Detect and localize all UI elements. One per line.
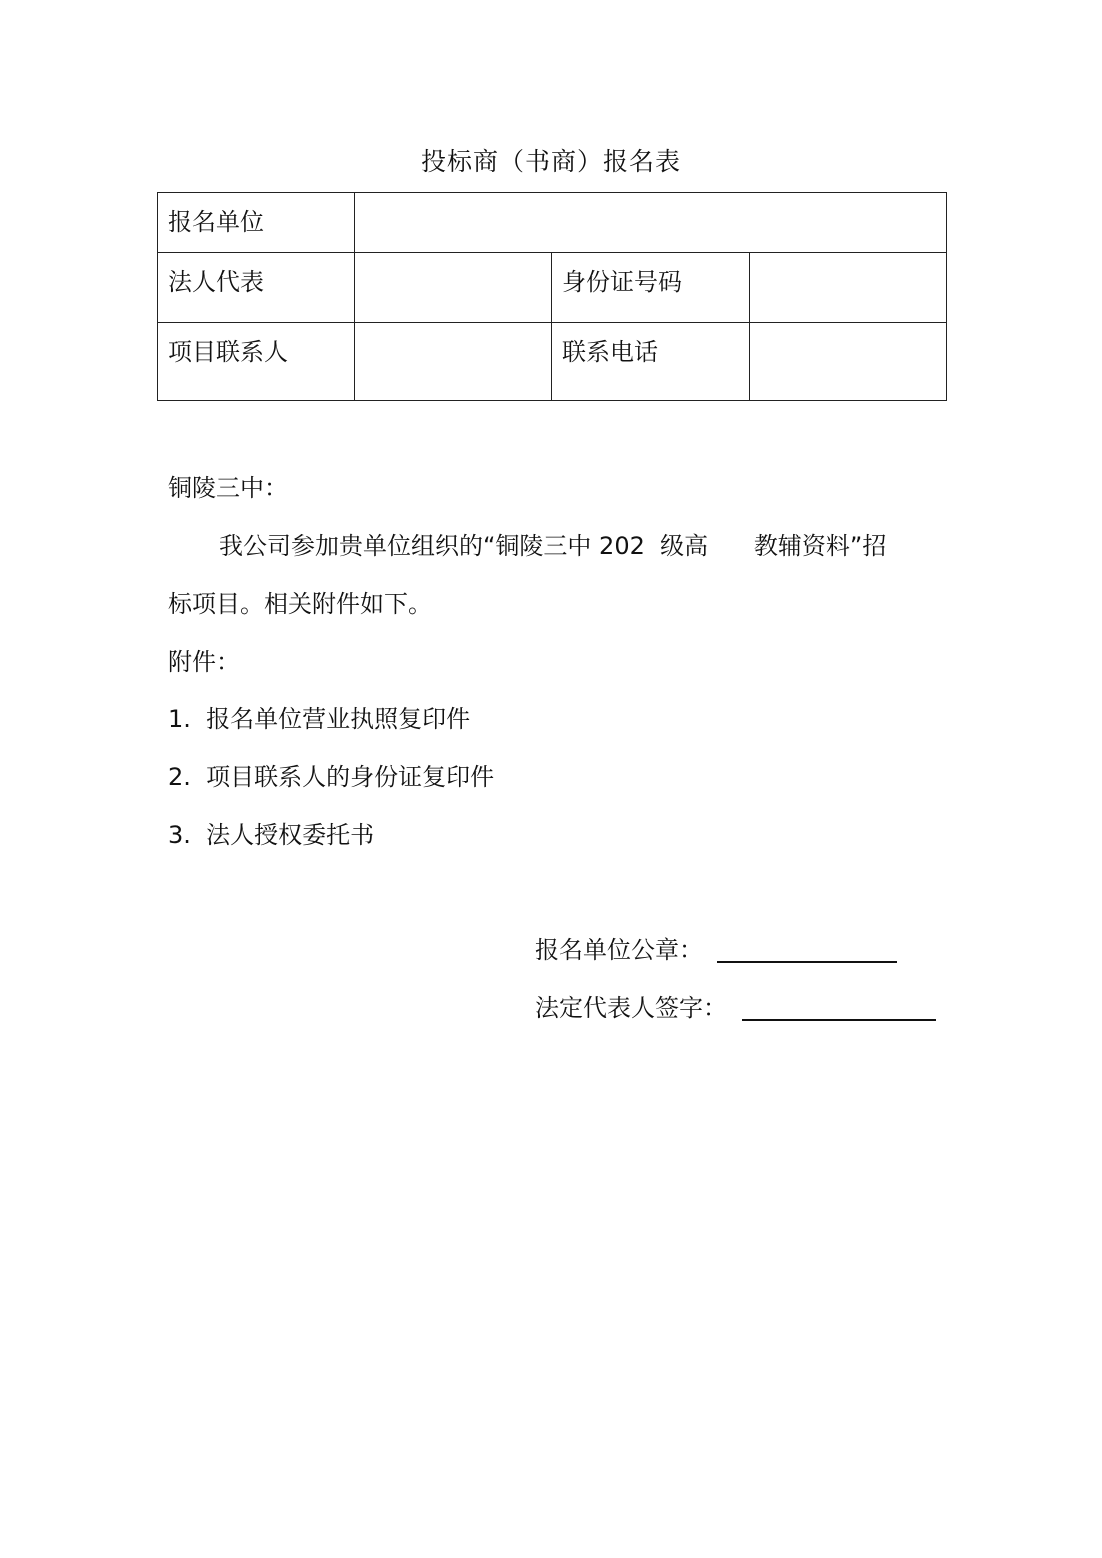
registrant-field[interactable] xyxy=(355,193,947,253)
legal-rep-label: 法人代表 xyxy=(158,253,355,323)
attachment-item-1: 1. 报名单位营业执照复印件 xyxy=(168,705,471,733)
legal-rep-signature-line[interactable] xyxy=(742,1019,936,1021)
phone-field[interactable] xyxy=(750,323,947,401)
legal-rep-field[interactable] xyxy=(355,253,552,323)
contact-label: 项目联系人 xyxy=(158,323,355,401)
table-row xyxy=(158,253,947,323)
table-row xyxy=(158,193,947,253)
body-line-1: 我公司参加贵单位组织的“铜陵三中 202 级高 教辅资料”招 xyxy=(219,532,887,560)
salutation: 铜陵三中： xyxy=(168,474,288,502)
id-number-field[interactable] xyxy=(750,253,947,323)
attachments-heading: 附件： xyxy=(168,648,240,676)
attachment-item-3: 3. 法人授权委托书 xyxy=(168,821,375,849)
id-number-label: 身份证号码 xyxy=(552,253,750,323)
seal-signature-line[interactable] xyxy=(717,961,897,963)
body-line-2: 标项目。相关附件如下。 xyxy=(168,590,432,618)
registration-table xyxy=(157,192,947,401)
attachment-item-2: 2. 项目联系人的身份证复印件 xyxy=(168,763,495,791)
table-row xyxy=(158,323,947,401)
signature-label: 法定代表人签字： xyxy=(535,994,727,1022)
form-title: 投标商（书商）报名表 xyxy=(420,147,681,176)
phone-label: 联系电话 xyxy=(552,323,750,401)
seal-label: 报名单位公章： xyxy=(535,936,703,964)
registrant-label: 报名单位 xyxy=(158,193,355,253)
contact-field[interactable] xyxy=(355,323,552,401)
